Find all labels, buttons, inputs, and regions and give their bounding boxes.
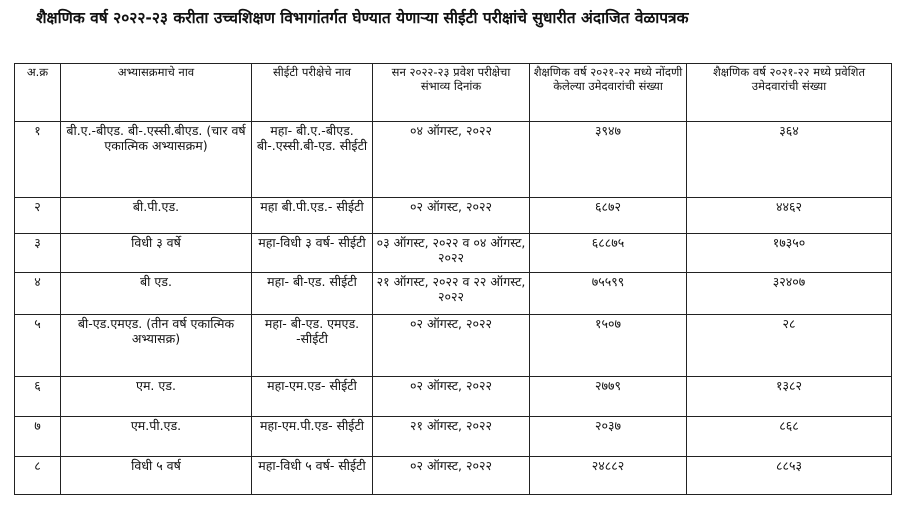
cell-course: बी-एड.एमएड. (तीन वर्ष एकात्मिक अभ्यासक्र) [61,315,252,377]
cell-registered: ६८८७५ [530,234,687,273]
cell-date: ०२ ऑगस्ट, २०२२ [373,377,530,417]
table-row [15,377,892,417]
cell-course: विधी ५ वर्ष [61,457,252,495]
cell-admitted: ३६४ [687,122,892,198]
table-row [15,315,892,377]
cell-registered: २७७९ [530,377,687,417]
schedule-table [14,63,892,495]
cell-sr: ६ [15,377,61,417]
cell-cet: महा-विधी ३ वर्ष- सीईटी [252,234,373,273]
cell-cet: महा- बी.ए.-बीएड. बी-.एस्सी.बी-एड. सीईटी [252,122,373,198]
header-sr: अ.क्र [15,64,61,122]
cell-sr: ५ [15,315,61,377]
cell-cet: महा-एम.एड- सीईटी [252,377,373,417]
table-row [15,234,892,273]
cell-sr: २ [15,198,61,234]
cell-admitted: २८ [687,315,892,377]
cell-course: बी.ए.-बीएड. बी-.एस्सी.बीएड. (चार वर्ष एकात्मिक अभ्यासक्रम) [61,122,252,198]
cell-course: बी.पी.एड. [61,198,252,234]
table-header-row [15,64,892,122]
page-title: शैक्षणिक वर्ष २०२२-२३ करीता उच्चशिक्षण विभागांतर्गत घेण्यात येणाऱ्या सीईटी परीक्षांचे सुधारीत अंदाजित वेळापत्रक [36,9,689,27]
cell-admitted: ८८५३ [687,457,892,495]
cell-date: २१ ऑगस्ट, २०२२ व २२ ऑगस्ट, २०२२ [373,273,530,315]
cell-date: ०४ ऑगस्ट, २०२२ [373,122,530,198]
cell-admitted: ४४६२ [687,198,892,234]
cell-sr: ३ [15,234,61,273]
cell-admitted: ८६८ [687,417,892,457]
header-course: अभ्यासक्रमाचे नाव [61,64,252,122]
cell-course: विधी ३ वर्षे [61,234,252,273]
table-row [15,417,892,457]
cell-date: ०२ ऑगस्ट, २०२२ [373,315,530,377]
cell-registered: ६८७२ [530,198,687,234]
cell-course: एम. एड. [61,377,252,417]
table-row [15,273,892,315]
cell-date: ०३ ऑगस्ट, २०२२ व ०४ ऑगस्ट, २०२२ [373,234,530,273]
cell-cet: महा-एम.पी.एड- सीईटी [252,417,373,457]
cell-admitted: १७३५० [687,234,892,273]
table-row [15,122,892,198]
cell-sr: ८ [15,457,61,495]
table-row [15,457,892,495]
cell-cet: महा-विधी ५ वर्ष- सीईटी [252,457,373,495]
cell-date: २१ ऑगस्ट, २०२२ [373,417,530,457]
cell-sr: ४ [15,273,61,315]
cell-admitted: १३८२ [687,377,892,417]
cell-registered: २०३७ [530,417,687,457]
cell-registered: ३९४७ [530,122,687,198]
cell-date: ०२ ऑगस्ट, २०२२ [373,198,530,234]
header-admitted: शैक्षणिक वर्ष २०२१-२२ मध्ये प्रवेशित उमेदवारांची संख्या [687,64,892,122]
cell-registered: ७५५९९ [530,273,687,315]
header-date: सन २०२२-२३ प्रवेश परीक्षेचा संभाव्य दिनांक [373,64,530,122]
table-row [15,198,892,234]
cell-admitted: ३२४०७ [687,273,892,315]
cell-date: ०२ ऑगस्ट, २०२२ [373,457,530,495]
cell-registered: २४८८२ [530,457,687,495]
cell-registered: १५०७ [530,315,687,377]
cell-cet: महा- बी-एड. सीईटी [252,273,373,315]
cell-cet: महा- बी-एड. एमएड. -सीईटी [252,315,373,377]
cell-course: बी एड. [61,273,252,315]
cell-sr: ७ [15,417,61,457]
header-cet: सीईटी परीक्षेचे नाव [252,64,373,122]
cell-cet: महा बी.पी.एड.- सीईटी [252,198,373,234]
cell-sr: १ [15,122,61,198]
header-registered: शैक्षणिक वर्ष २०२१-२२ मध्ये नोंदणी केलेल्या उमेदवारांची संख्या [530,64,687,122]
cell-course: एम.पी.एड. [61,417,252,457]
